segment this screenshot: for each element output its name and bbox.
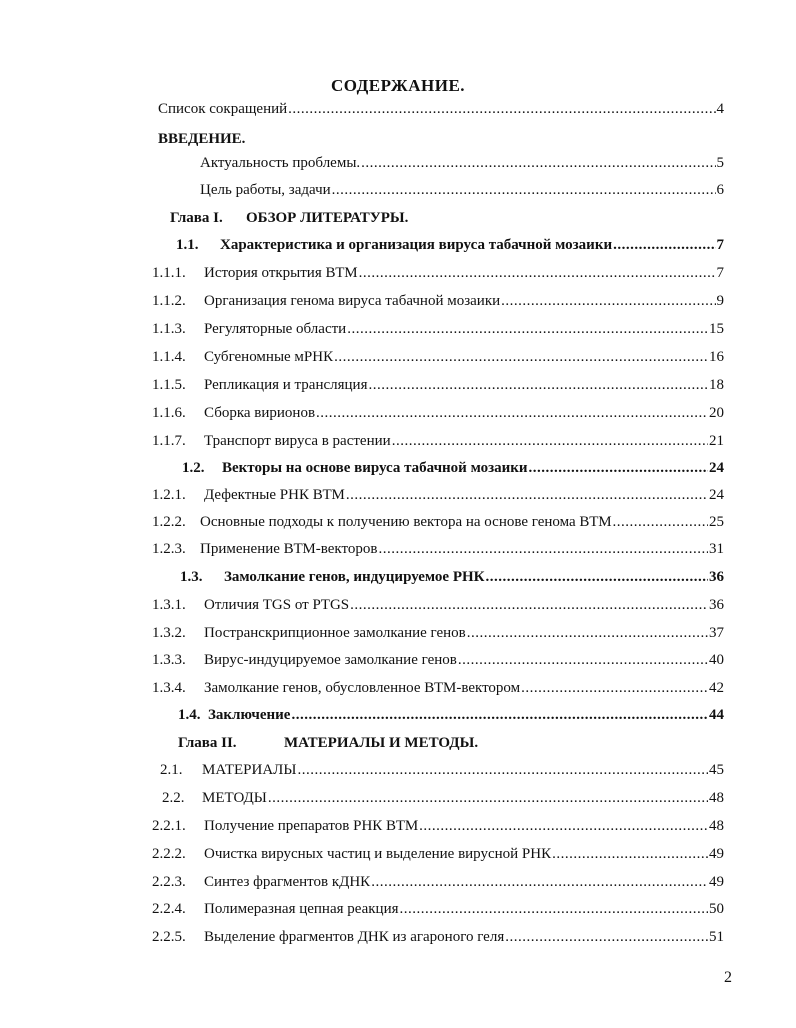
chapter-title: МАТЕРИАЛЫ И МЕТОДЫ. <box>284 735 479 751</box>
toc-entry-text: Заключение <box>208 707 291 723</box>
toc-entry-page: 7 <box>716 265 724 281</box>
toc-entry-text: Актуальность проблемы. <box>200 155 361 171</box>
toc-entry-text: Характеристика и организация вируса табачной мозаики <box>220 237 613 253</box>
toc-leader-dots <box>332 182 716 199</box>
toc-entry-text: Отличия TGS от PTGS <box>204 597 350 613</box>
toc-leader-dots <box>288 101 715 118</box>
toc-leader-dots <box>400 901 708 918</box>
toc-entry <box>152 487 724 509</box>
toc-entry-page: 20 <box>709 405 724 421</box>
toc-entry-text: Дефектные РНК ВТМ <box>204 487 345 503</box>
toc-entry-text: Основные подходы к получению вектора на основе генома ВТМ <box>200 514 612 530</box>
toc-entry-number: 1.1.2. <box>152 293 186 309</box>
toc-entry-page: 24 <box>709 487 724 503</box>
toc-entry-text: Пострaнскрипционное замолкание генов <box>204 625 466 641</box>
toc-entry <box>152 377 724 399</box>
toc-entry-page: 36 <box>709 597 724 613</box>
toc-entry-number: 1.3.2. <box>152 625 186 641</box>
toc-entry-text: Субгеномные мРНК <box>204 349 334 365</box>
toc-entry-text: История открытия ВТМ <box>204 265 358 281</box>
toc-entry-number: 1.2.1. <box>152 487 186 503</box>
toc-entry-text: Замолкание генов, обусловленное ВТМ-вектором <box>204 680 521 696</box>
toc-entry <box>178 707 724 729</box>
chapter-number: Глава I. <box>170 210 223 226</box>
toc-entry-text: Получение препаратов РНК ВТМ <box>204 818 419 834</box>
toc-leader-dots <box>467 625 708 642</box>
toc-leader-dots <box>419 818 708 835</box>
toc-entry-page: 16 <box>709 349 724 365</box>
toc-entry <box>182 460 724 482</box>
toc-entry-text: Полимеразная цепная реакция <box>204 901 399 917</box>
toc-entry-page: 15 <box>709 321 724 337</box>
toc-entry <box>200 182 724 204</box>
toc-entry-number: 2.1. <box>160 762 183 778</box>
toc-leader-dots <box>505 929 708 946</box>
toc-entry-page: 9 <box>716 293 724 309</box>
chapter-heading <box>170 210 408 227</box>
toc-entry-text: Сборка вирионов <box>204 405 316 421</box>
toc-leader-dots <box>378 541 708 558</box>
chapter-title: ОБЗОР ЛИТЕРАТУРЫ. <box>246 210 409 226</box>
toc-entry-page: 5 <box>716 155 724 171</box>
toc-leader-dots <box>291 707 708 724</box>
toc-entry <box>158 101 724 123</box>
toc-entry-text: Векторы на основе вируса табачной мозаики <box>222 460 528 476</box>
toc-entry-number: 1.4. <box>178 707 201 723</box>
toc-entry-number: 1.3.3. <box>152 652 186 668</box>
toc-entry-text: Цель работы, задачи <box>200 182 331 198</box>
toc-entry-number: 2.2. <box>162 790 185 806</box>
toc-entry-text: Вирус-индуцируемое замолкание генов <box>204 652 457 668</box>
toc-entry <box>152 846 724 868</box>
toc-entry-page: 6 <box>716 182 724 198</box>
chapter-number: Глава II. <box>178 735 237 751</box>
page-number: 2 <box>724 969 732 986</box>
toc-entry-text: Регуляторные области <box>204 321 347 337</box>
toc-entry <box>152 818 724 840</box>
toc-leader-dots <box>350 597 708 614</box>
toc-entry-number: 2.2.1. <box>152 818 186 834</box>
toc-entry <box>160 762 724 784</box>
toc-entry-page: 48 <box>709 790 724 806</box>
toc-leader-dots <box>347 321 708 338</box>
toc-entry-page: 31 <box>709 541 724 557</box>
toc-entry-page: 4 <box>716 101 724 117</box>
toc-entry-page: 49 <box>709 874 724 890</box>
toc-entry-page: 21 <box>709 433 724 449</box>
toc-leader-dots <box>268 790 708 807</box>
toc-entry-page: 48 <box>709 818 724 834</box>
toc-entry <box>200 155 724 177</box>
toc-entry-number: 1.2.3. <box>152 541 186 557</box>
toc-entry-page: 18 <box>709 377 724 393</box>
toc-entry <box>152 874 724 896</box>
toc-leader-dots <box>521 680 708 697</box>
toc-entry-number: 2.2.3. <box>152 874 186 890</box>
toc-entry-text: Очистка вирусных частиц и выделение вирусной РНК <box>204 846 552 862</box>
toc-entry-number: 1.3. <box>180 569 203 585</box>
toc-entry-page: 51 <box>709 929 724 945</box>
toc-entry-text: Применение ВТМ-векторов <box>200 541 378 557</box>
toc-entry <box>152 680 724 702</box>
toc-entry-number: 1.2. <box>182 460 205 476</box>
toc-entry-text: Выделение фрагментов ДНК из агароного геля <box>204 929 505 945</box>
toc-entry-text: Репликация и трансляция <box>204 377 368 393</box>
toc-entry <box>152 541 724 563</box>
toc-entry <box>152 321 724 343</box>
section-heading-text: ВВЕДЕНИЕ. <box>158 131 246 147</box>
toc-entry <box>152 652 724 674</box>
toc-leader-dots <box>361 155 715 172</box>
toc-leader-dots <box>359 265 716 282</box>
toc-entry <box>152 514 724 536</box>
toc-entry <box>176 237 724 259</box>
toc-entry-text: МАТЕРИАЛЫ <box>202 762 297 778</box>
toc-entry-page: 7 <box>716 237 724 253</box>
toc-entry-number: 1.1.3. <box>152 321 186 337</box>
toc-leader-dots <box>346 487 708 504</box>
toc-leader-dots <box>486 569 708 586</box>
toc-entry <box>180 569 724 591</box>
toc-entry-number: 1.3.1. <box>152 597 186 613</box>
toc-entry-page: 42 <box>709 680 724 696</box>
toc-entry-number: 1.1.4. <box>152 349 186 365</box>
toc-entry-text: Список сокращений <box>158 101 288 117</box>
toc-leader-dots <box>297 762 708 779</box>
toc-leader-dots <box>371 874 708 891</box>
toc-entry <box>152 405 724 427</box>
section-heading <box>158 131 245 148</box>
toc-leader-dots <box>613 237 715 254</box>
toc-entry-number: 1.1.5. <box>152 377 186 393</box>
toc-entry <box>152 433 724 455</box>
toc-entry <box>152 265 724 287</box>
toc-entry-number: 1.1.7. <box>152 433 186 449</box>
toc-entry-page: 45 <box>709 762 724 778</box>
toc-leader-dots <box>613 514 708 531</box>
toc-entry-number: 2.2.4. <box>152 901 186 917</box>
toc-entry-page: 25 <box>709 514 724 530</box>
toc-entry-text: Замолкание генов, индуцируемое РНК <box>224 569 485 585</box>
toc-entry-number: 1.3.4. <box>152 680 186 696</box>
toc-entry <box>152 293 724 315</box>
toc-leader-dots <box>552 846 708 863</box>
toc-leader-dots <box>334 349 708 366</box>
toc-leader-dots <box>392 433 708 450</box>
toc-entry-page: 44 <box>709 707 724 723</box>
chapter-heading <box>178 735 478 752</box>
toc-entry <box>152 901 724 923</box>
toc-entry-number: 1.1.6. <box>152 405 186 421</box>
toc-entry-page: 49 <box>709 846 724 862</box>
toc-entry-page: 40 <box>709 652 724 668</box>
toc-entry-number: 2.2.5. <box>152 929 186 945</box>
toc-entry-page: 36 <box>709 569 724 585</box>
toc-entry-number: 1.1.1. <box>152 265 186 281</box>
toc-entry-number: 2.2.2. <box>152 846 186 862</box>
toc-entry <box>152 929 724 951</box>
toc-entry <box>162 790 724 812</box>
toc-leader-dots <box>501 293 715 310</box>
toc-entry-text: МЕТОДЫ <box>202 790 267 806</box>
toc-entry <box>152 625 724 647</box>
toc-leader-dots <box>316 405 708 422</box>
toc-entry-page: 24 <box>709 460 724 476</box>
toc-leader-dots <box>529 460 708 477</box>
toc-entry-number: 1.1. <box>176 237 199 253</box>
toc-entry <box>152 597 724 619</box>
toc-leader-dots <box>368 377 708 394</box>
toc-entry-text: Транспорт вируса в растении <box>204 433 391 449</box>
toc-entry-page: 50 <box>709 901 724 917</box>
toc-entry-number: 1.2.2. <box>152 514 186 530</box>
page-title: СОДЕРЖАНИЕ. <box>330 76 466 95</box>
toc-leader-dots <box>458 652 708 669</box>
toc-entry-text: Синтез фрагментов кДНК <box>204 874 371 890</box>
toc-entry-text: Организация генома вируса табачной мозаики <box>204 293 501 309</box>
toc-entry-page: 37 <box>709 625 724 641</box>
toc-entry <box>152 349 724 371</box>
